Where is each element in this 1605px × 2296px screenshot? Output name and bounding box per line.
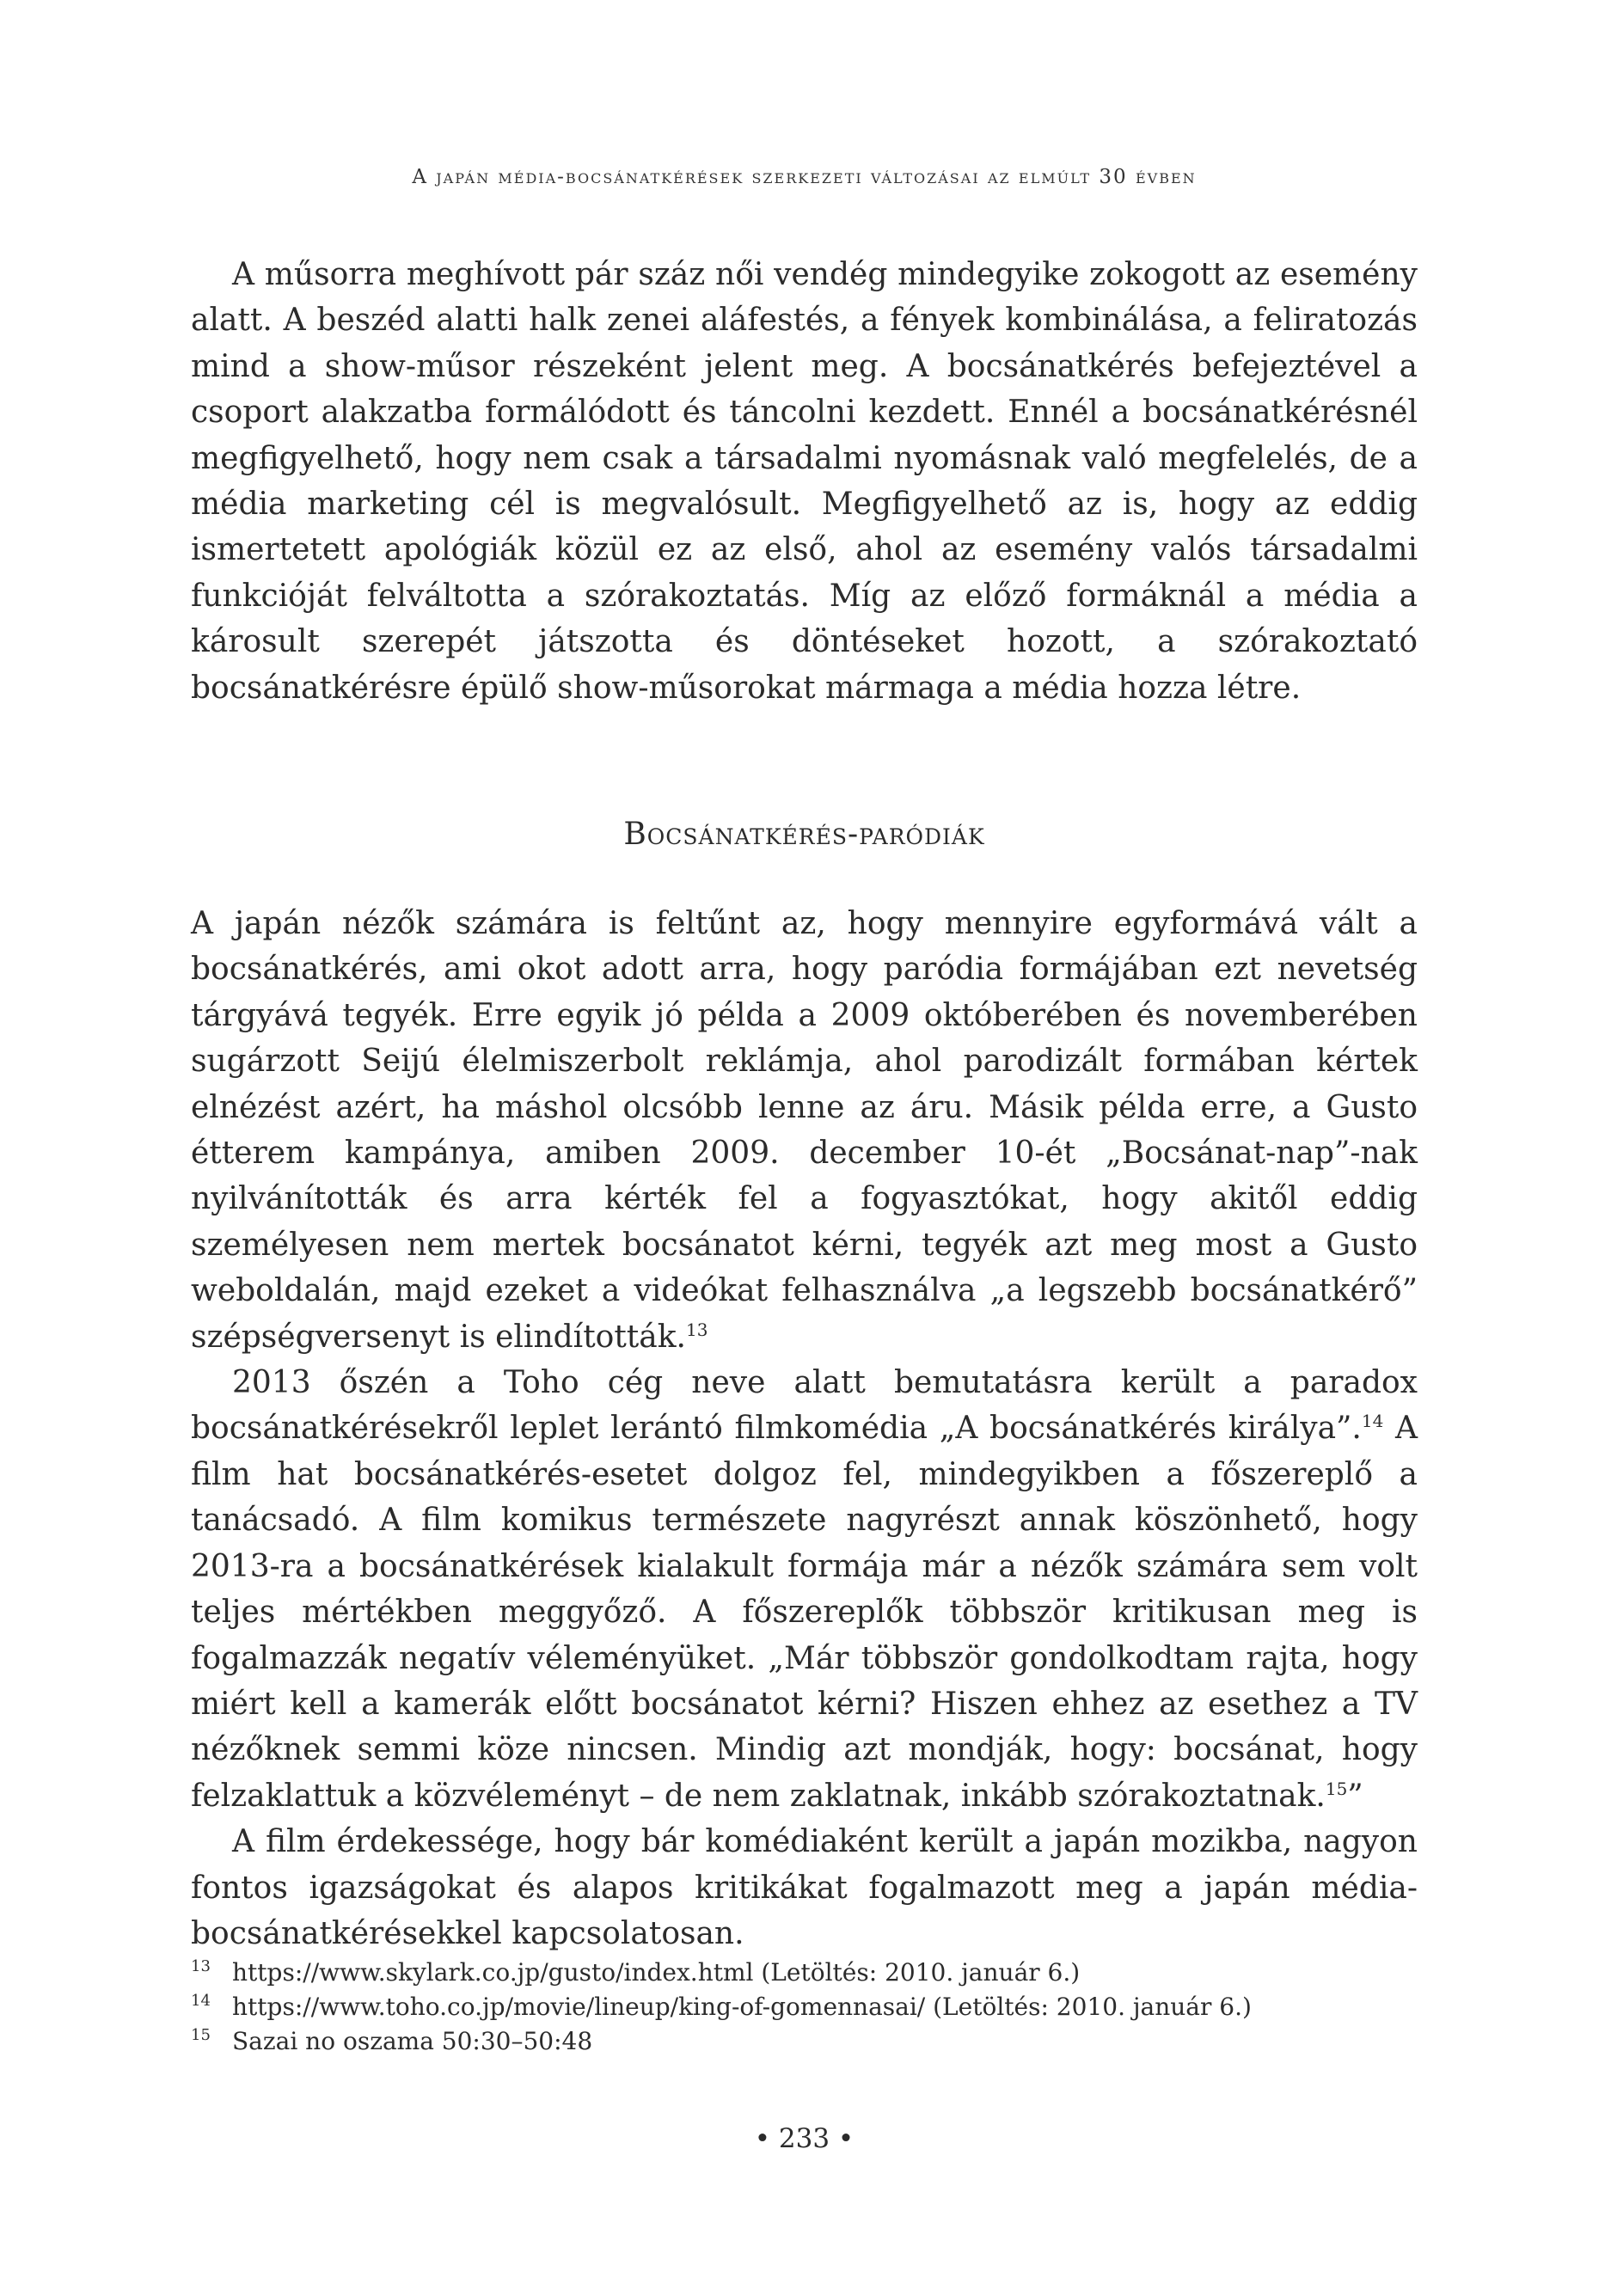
footnote-ref-15: 15 xyxy=(1325,1778,1348,1799)
footnote-number: 13 xyxy=(191,1957,211,1975)
section-paragraph-3: A film érdekessége, hogy bár komédiaként került a japán mozikba, nagyon fontos igazságokat és alapos kritikákat fogalmazott meg a japán média-bocsánatkérésekkel kapcsolatosan. xyxy=(191,1824,1418,1951)
section-paragraph-1 xyxy=(191,901,1418,1360)
running-head: A japán média-bocsánatkérések szerkezeti változásai az elmúlt 30 évben xyxy=(412,166,1197,188)
page-number: • 233 • xyxy=(754,2123,855,2154)
section-title: Bocsánatkérés-paródiák xyxy=(623,817,985,852)
footnote-ref-14: 14 xyxy=(1361,1411,1384,1432)
paragraph-text-continued: A film hat bocsánatkérés-esetet dolgoz fel, mindegyikben a főszereplő a tanácsadó. A film komikus természete nagyrészt annak köszönhető, hogy 2013-ra a bocsánatkérések kialakult formája már a nézők számára sem volt teljes mértékben meggyőző. A főszereplők többször kritikusan meg is fogalmazzák negatív véleményüket. „Már többször gondolkodtam rajta, hogy miért kell a kamerák előtt bocsánatot kérni? Hiszen ehhez az esethez a TV nézőknek semmi köze nincsen. Mindig azt mondják, hogy: bocsánat, hogy felzaklattuk a közvéleményt – de nem zaklatnak, inkább szórakoztatnak. xyxy=(191,1411,1418,1814)
footnote-text: Sazai no oszama 50:30–50:48 xyxy=(232,2027,593,2055)
intro-text xyxy=(191,252,1418,711)
footnote-ref-13: 13 xyxy=(685,1319,708,1340)
footnote xyxy=(191,1956,1418,1990)
intro-paragraph: A műsorra meghívott pár száz női vendég mindegyike zokogott az esemény alatt. A beszéd alatti halk zenei aláfestés, a fények kombinálása, a feliratozás mind a show-műsor részeként jelent meg. A bocsánatkérés befejeztével a csoport alakzatba formálódott és táncolni kezdett. Ennél a bocsánatkérésnél megfigyelhető, hogy nem csak a társadalmi nyomásnak való megfelelés, de a média marketing cél is megvalósult. Megfigyelhető az is, hogy az eddig ismertetett apológiák közül ez az első, ahol az esemény valós társadalmi funkcióját felváltotta a szórakoztatás. Míg az előző formáknál a média a károsult szerepét játszotta és döntéseket hozott, a szórakoztató bocsánatkérésre épülő show-műsorokat mármaga a média hozza létre. xyxy=(191,257,1418,706)
paragraph-text: A japán nézők számára is feltűnt az, hogy mennyire egyformává vált a bocsánatkérés, ami okot adott arra, hogy paródia formájában ezt nevetség tárgyává tegyék. Erre egyik jó példa a 2009 októberében és novemberében sugárzott Seijú élelmiszerbolt reklámja, ahol parodizált formában kértek elnézést azért, ha máshol olcsóbb lenne az áru. Másik példa erre, a Gusto étterem kampánya, amiben 2009. december 10-ét „Bocsánat-nap”-nak nyilvánították és arra kérték fel a fogyasztókat, hogy akitől eddig személyesen nem mertek bocsánatot kérni, tegyék azt meg most a Gusto weboldalán, majd ezeket a videókat felhasználva „a legszebb bocsánatkérő” szépségversenyt is elindították. xyxy=(191,906,1418,1355)
footnote-text: https://www.toho.co.jp/movie/lineup/king-of-gomennasai/ (Letöltés: 2010. január 6.) xyxy=(232,1993,1252,2021)
footnote xyxy=(191,2024,1418,2059)
section-text xyxy=(191,901,1418,1956)
footnotes xyxy=(191,1956,1418,2059)
section-paragraph-2 xyxy=(191,1360,1418,1819)
footnote-number: 14 xyxy=(191,1992,211,2010)
closing-quote: ” xyxy=(1347,1778,1363,1814)
paragraph-text: 2013 őszén a Toho cég neve alatt bemutatásra került a paradox bocsánatkérésekről leplet lerántó filmkomédia „A bocsánatkérés királya”. xyxy=(191,1365,1418,1447)
footnote-text: https://www.skylark.co.jp/gusto/index.html (Letöltés: 2010. január 6.) xyxy=(232,1958,1081,1987)
footnote-number: 15 xyxy=(191,2026,211,2044)
footnote xyxy=(191,1990,1418,2024)
